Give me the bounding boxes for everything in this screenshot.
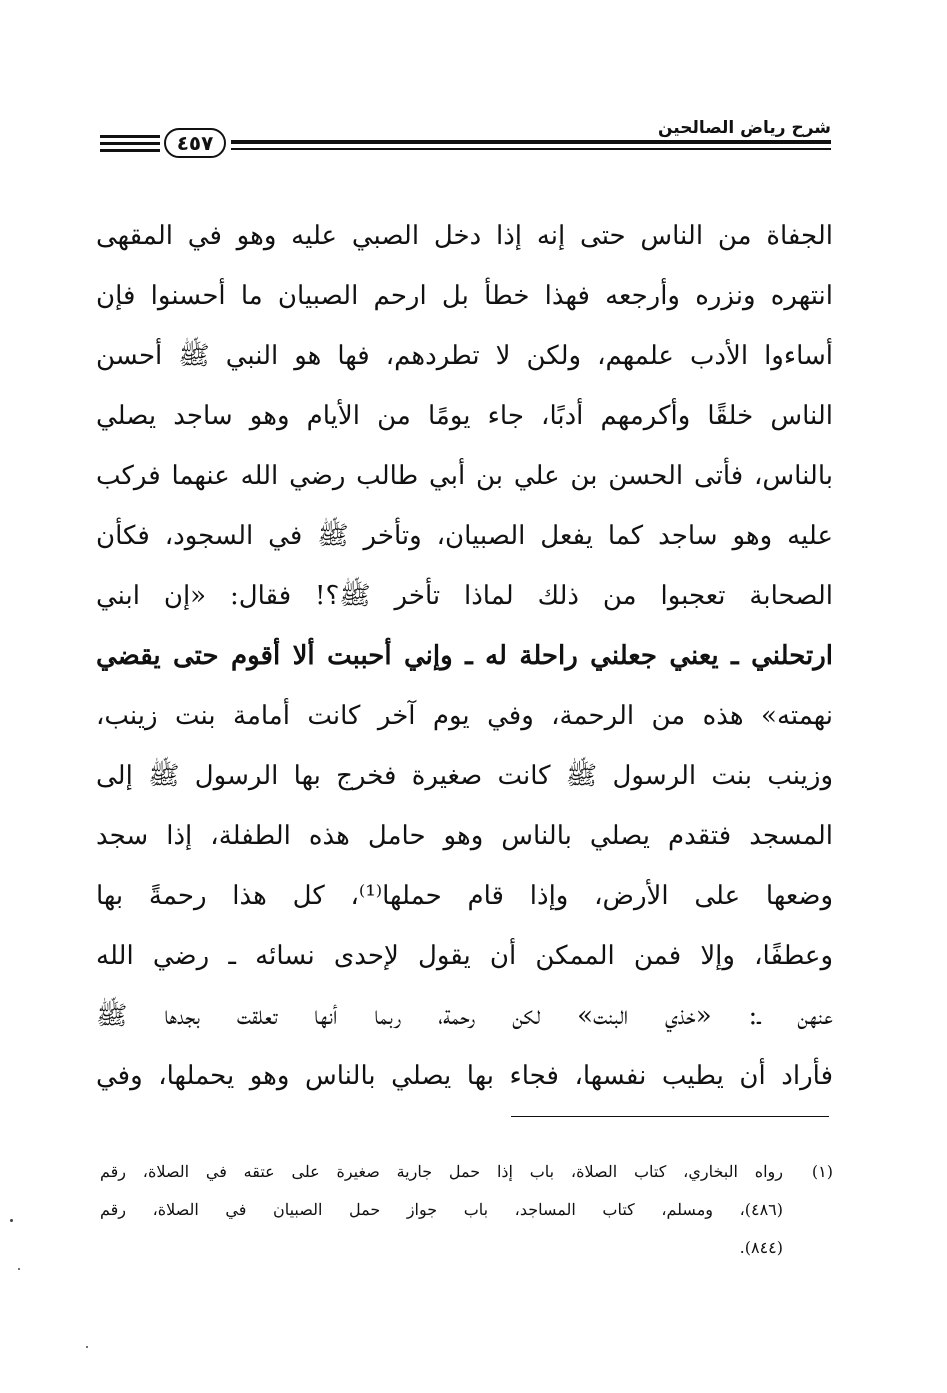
text-line: الصحابة تعجبوا من ذلك لماذا تأخر ﷺ؟! فقال: «إن ابني <box>96 581 833 611</box>
footnote-number: (١) <box>811 1162 833 1181</box>
page-number: ٤٥٧ <box>164 128 226 158</box>
page-header <box>98 118 831 162</box>
header-short-rule <box>100 135 160 138</box>
text-line: نهمته» هذه من الرحمة، وفي يوم آخر كانت أمامة بنت زينب، <box>96 701 833 731</box>
text-line: عنهن ـ: «خذي البنت» لكن رحمة، ربما أنها تعلقت بجدها ﷺ <box>96 1001 833 1031</box>
text-line: الناس خلقًا وأكرمهم أدبًا، جاء يومًا من الأيام وهو ساجد يصلي <box>96 401 833 431</box>
header-rule-thin <box>231 148 831 150</box>
text-line: وضعها على الأرض، وإذا قام حملها⁽¹⁾، كل هذا رحمةً بها <box>96 881 833 911</box>
footnote-line <box>100 1153 833 1191</box>
book-title: شرح رياض الصالحين <box>657 118 831 138</box>
footnotes <box>100 1153 833 1267</box>
text-line: وزينب بنت الرسول ﷺ كانت صغيرة فخرج بها الرسول ﷺ إلى <box>96 761 833 791</box>
footnote-line: (٨٤٤). <box>739 1238 783 1257</box>
scan-speck <box>10 1219 13 1222</box>
footnote-line: (٤٨٦)، ومسلم، كتاب المساجد، باب جواز حمل الصبيان في الصلاة، رقم <box>100 1200 783 1219</box>
scan-speck <box>18 1268 20 1270</box>
header-short-rule <box>100 149 160 152</box>
footnote-text: رواه البخاري، كتاب الصلاة، باب إذا حمل جارية صغيرة على عتقه في الصلاة، رقم <box>100 1162 783 1181</box>
text-line: وعطفًا، وإلا فمن الممكن أن يقول لإحدى نسائه ـ رضي الله <box>96 941 833 971</box>
body-text <box>96 206 833 1106</box>
text-line: انتهره ونزره وأرجعه فهذا خطأ بل ارحم الصبيان ما أحسنوا فإن <box>96 281 833 311</box>
text-line: عليه وهو ساجد كما يفعل الصبيان، وتأخر ﷺ في السجود، فكأن <box>96 521 833 551</box>
scan-speck <box>86 1346 88 1348</box>
text-line: الجفاة من الناس حتى إنه إذا دخل الصبي عليه وهو في المقهى <box>96 221 833 251</box>
text-line: بالناس، فأتى الحسن بن علي بن أبي طالب رضي الله عنهما فركب <box>96 461 833 491</box>
text-line: المسجد فتقدم يصلي بالناس وهو حامل هذه الطفلة، إذا سجد <box>96 821 833 851</box>
footnote-separator <box>511 1116 829 1117</box>
text-line: فأراد أن يطيب نفسها، فجاء بها يصلي بالناس وهو يحملها، وفي <box>96 1061 833 1091</box>
text-line-hadith: ارتحلني ـ يعني جعلني راحلة له ـ وإني أحببت ألا أقوم حتى يقضي <box>96 641 833 671</box>
header-rule <box>231 140 831 144</box>
text-line: أساءوا الأدب علمهم، ولكن لا تطردهم، فها هو النبي ﷺ أحسن <box>96 341 833 371</box>
header-short-rule <box>100 142 160 145</box>
